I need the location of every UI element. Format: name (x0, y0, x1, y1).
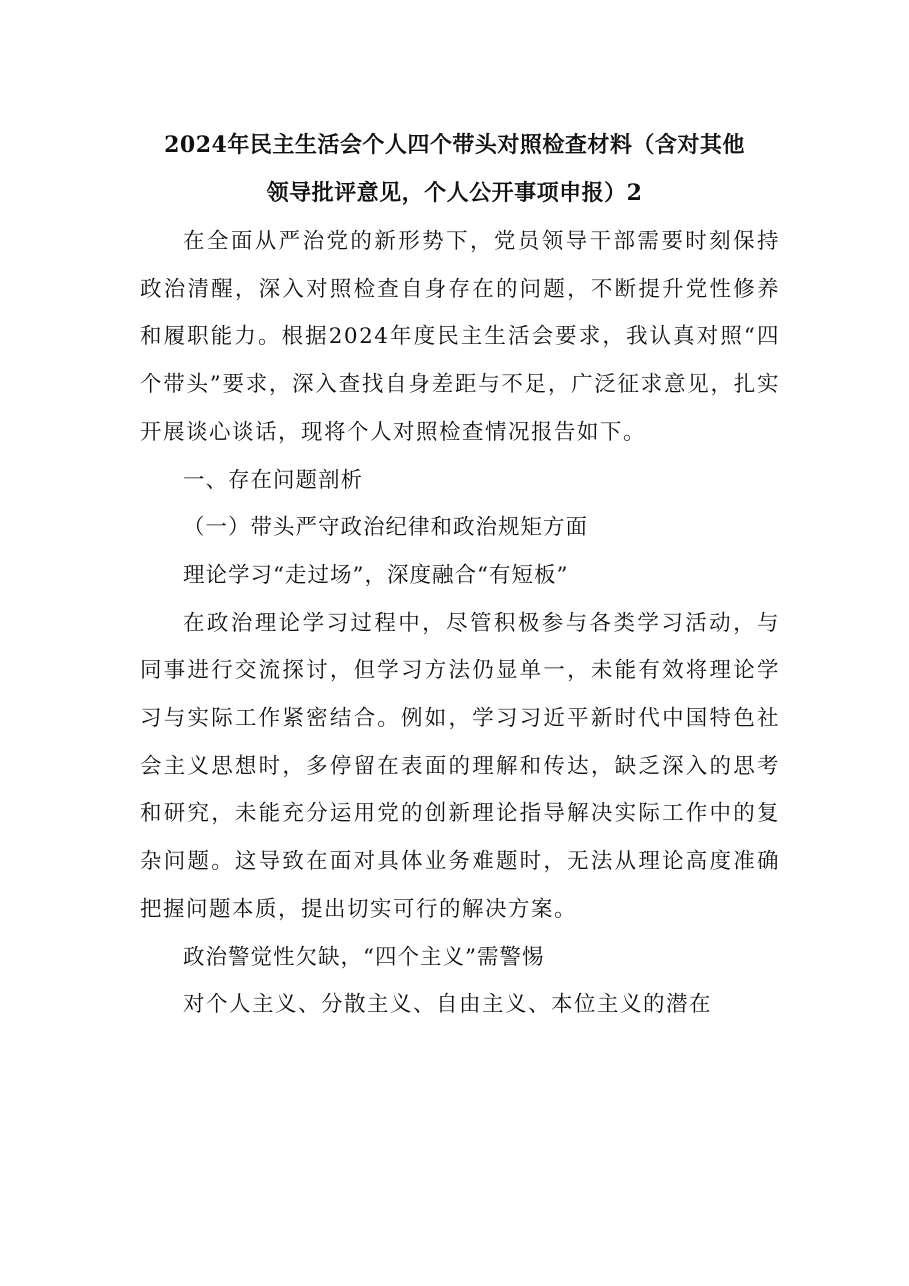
problem-heading-1: 理论学习“走过场”，深度融合“有短板” (183, 562, 569, 588)
intro-paragraph: 在全面从严治党的新形势下，党员领导干部需要时刻保持政治清醒，深入对照检查自身存在的问题，不断提升党性修养和履职能力。根据2024年度民主生活会要求，我认真对照“四个带头”要求，深入查找自身差距与不足，广泛征求意见，扎实开展谈心谈话，现将个人对照检查情况报告如下。 (140, 229, 780, 445)
document-title-line-1: 2024年民主生活会个人四个带头对照检查材料（含对其他 (164, 132, 745, 158)
section-heading-1: 一、存在问题剖析 (183, 467, 364, 493)
problem-paragraph-2: 对个人主义、分散主义、自由主义、本位主义的潜在 (183, 992, 713, 1018)
document-body (140, 218, 780, 1029)
document-title-line-2: 领导批评意见，个人公开事项申报）2 (266, 180, 643, 206)
problem-paragraph-1: 在政治理论学习过程中，尽管积极参与各类学习活动，与同事进行交流探讨，但学习方法仍显单一，未能有效将理论学习与实际工作紧密结合。例如，学习习近平新时代中国特色社会主义思想时，多停留在表面的理解和传达，缺乏深入的思考和研究，未能充分运用党的创新理论指导解决实际工作中的复杂问题。这导致在面对具体业务难题时，无法从理论高度准确把握问题本质，提出切实可行的解决方案。 (140, 610, 780, 922)
subsection-heading-1: （一）带头严守政治纪律和政治规矩方面 (183, 515, 589, 541)
problem-heading-2: 政治警觉性欠缺，“四个主义”需警惕 (183, 944, 545, 970)
